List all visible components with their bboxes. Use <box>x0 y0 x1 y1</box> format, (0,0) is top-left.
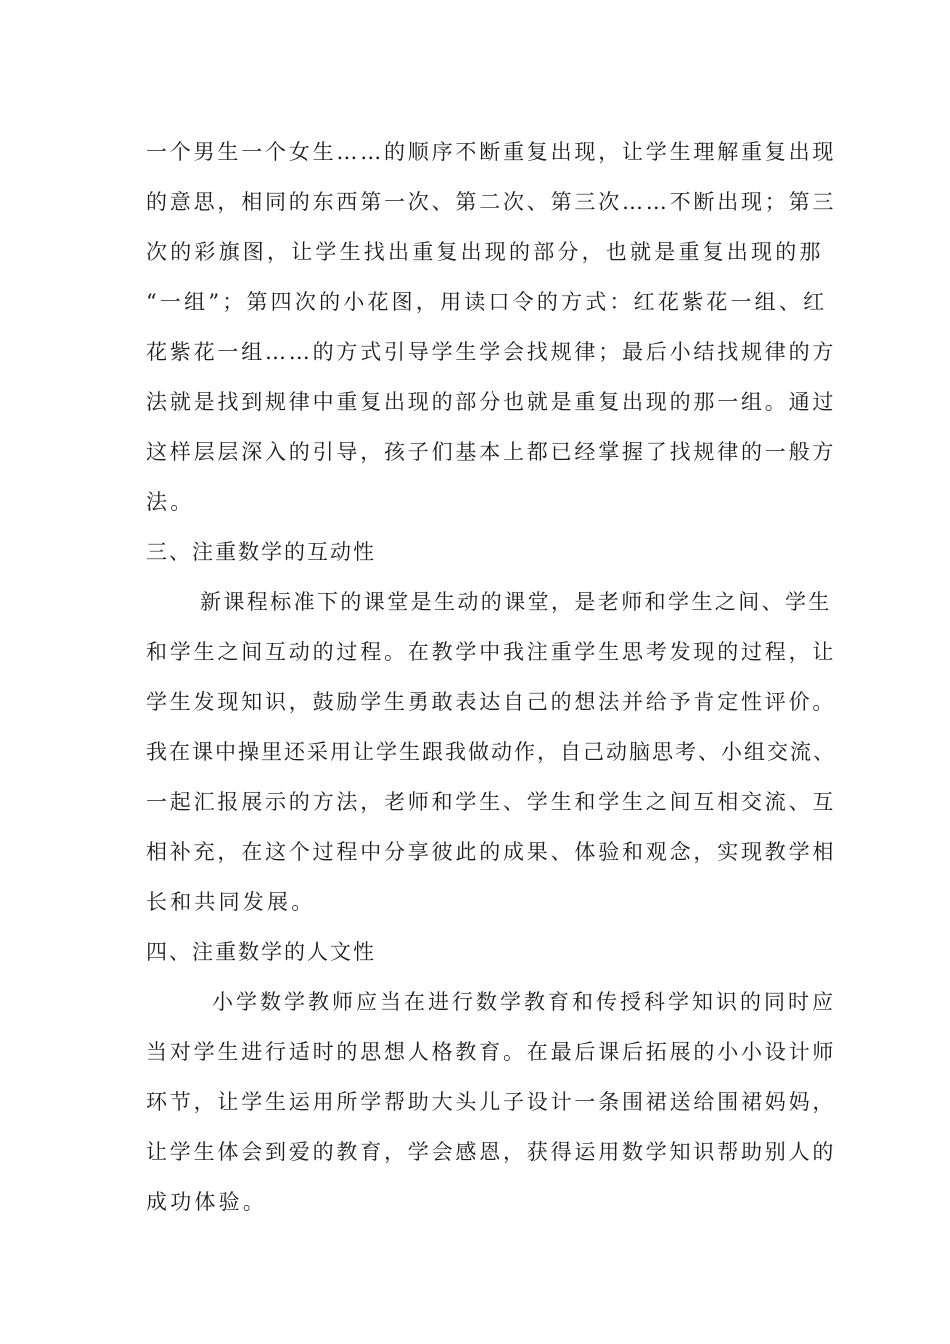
paragraph-line: 一起汇报展示的方法，老师和学生、学生和学生之间互相交流、互 <box>146 790 837 814</box>
paragraph-line: 的意思，相同的东西第一次、第二次、第三次……不断出现；第三 <box>146 190 837 214</box>
document-body <box>146 132 836 1232</box>
paragraph-line: 成功体验。 <box>146 1190 267 1214</box>
paragraph-line: 相补充，在这个过程中分享彼此的成果、体验和观念，实现教学相 <box>146 840 837 864</box>
paragraph-line: 这样层层深入的引导，孩子们基本上都已经掌握了找规律的一般方 <box>146 440 837 464</box>
paragraph-line: 和学生之间互动的过程。在教学中我注重学生思考发现的过程，让 <box>146 640 837 664</box>
paragraph-line: 新课程标准下的课堂是生动的课堂，是老师和学生之间、学生 <box>200 590 832 614</box>
paragraph-line: 花紫花一组……的方式引导学生学会找规律；最后小结找规律的方 <box>146 340 837 364</box>
paragraph-line: 一个男生一个女生……的顺序不断重复出现，让学生理解重复出现 <box>146 140 837 164</box>
paragraph-line: 法就是找到规律中重复出现的部分也就是重复出现的那一组。通过 <box>146 390 837 414</box>
paragraph-line: 环节，让学生运用所学帮助大头儿子设计一条围裙送给围裙妈妈， <box>146 1090 837 1114</box>
paragraph-line: “一组”；第四次的小花图，用读口令的方式：红花紫花一组、红 <box>146 290 828 314</box>
paragraph-line: 学生发现知识，鼓励学生勇敢表达自己的想法并给予肯定性评价。 <box>146 690 837 714</box>
paragraph-line: 长和共同发展。 <box>146 890 316 914</box>
paragraph-line: 当对学生进行适时的思想人格教育。在最后课后拓展的小小设计师 <box>146 1040 837 1064</box>
paragraph-line: 让学生体会到爱的教育，学会感恩，获得运用数学知识帮助别人的 <box>146 1140 837 1164</box>
paragraph-line: 次的彩旗图，让学生找出重复出现的部分，也就是重复出现的那 <box>146 240 824 264</box>
section-heading-interactivity: 三、注重数学的互动性 <box>146 540 376 564</box>
paragraph-line: 小学数学教师应当在进行数学教育和传授科学知识的同时应 <box>212 990 836 1014</box>
paragraph-line: 我在课中操里还采用让学生跟我做动作，自己动脑思考、小组交流、 <box>146 740 836 764</box>
section-heading-humanity: 四、注重数学的人文性 <box>146 940 376 964</box>
paragraph-line: 法。 <box>146 490 195 514</box>
